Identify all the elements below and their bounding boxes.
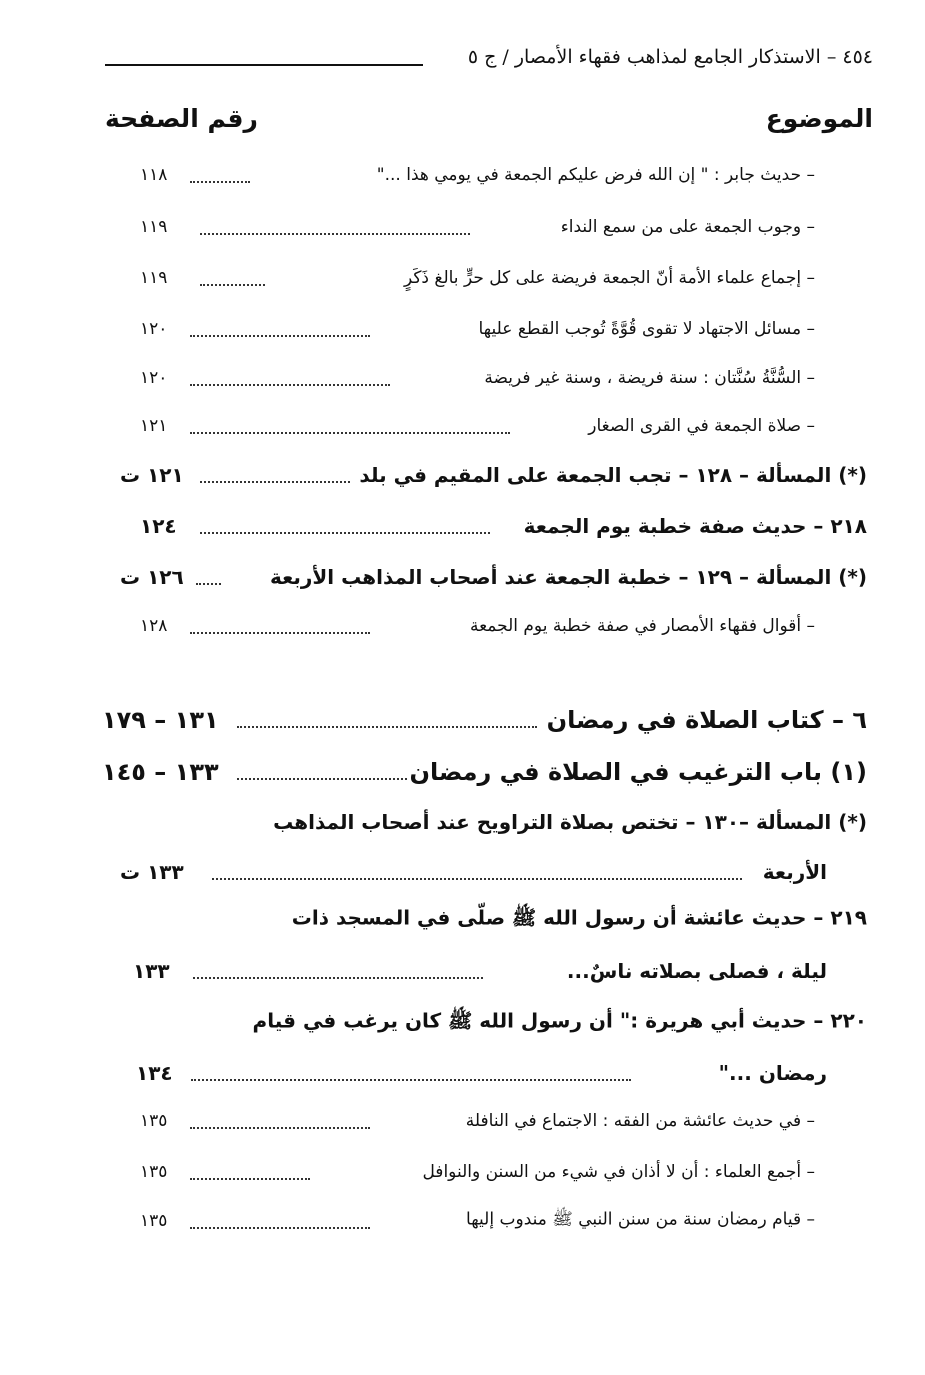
toc-entry xyxy=(140,1201,815,1241)
header-rule xyxy=(105,64,423,66)
toc-entry-title: (*) المسألة – ١٢٨ – تجب الجمعة على المقيم في بلد xyxy=(359,463,867,487)
leader-dots xyxy=(191,1079,631,1081)
toc-entry-title: (*) المسألة – ١٢٩ – خطبة الجمعة عند أصحاب المذاهب الأربعة xyxy=(269,565,867,589)
leader-dots xyxy=(200,532,490,534)
toc-entry-page: ١٢١ xyxy=(140,416,168,436)
toc-entry xyxy=(120,852,827,892)
column-heading-topic: الموضوع xyxy=(765,104,873,133)
toc-entry-title: – حديث جابر : " إن الله فرض عليكم الجمعة في يومي هذا ..." xyxy=(376,165,815,185)
toc-entry-page: ١٣٤ xyxy=(136,1061,173,1085)
toc-entry-page: ١٢١ ت xyxy=(120,463,184,487)
toc-entry-page: ١٢٨ xyxy=(140,616,168,636)
toc-entry xyxy=(140,155,815,195)
toc-entry-page: ١١٨ xyxy=(140,165,168,185)
toc-entry xyxy=(120,455,867,495)
toc-entry-page: ١٢٠ xyxy=(140,319,168,339)
toc-entry xyxy=(140,606,815,646)
leader-dots xyxy=(190,384,390,386)
leader-dots xyxy=(212,878,742,880)
toc-entry-title: ٢١٨ – حديث صفة خطبة يوم الجمعة xyxy=(523,514,867,538)
toc-entry-title: (*) المسألة –١٣٠ – تختص بصلاة التراويح عند أصحاب المذاهب xyxy=(273,810,867,834)
toc-entry-title: ٦ – كتاب الصلاة في رمضان xyxy=(546,706,867,734)
toc-entry-title: – السُّنَّةُ سُنَّتان : سنة فريضة ، وسنة غير فريضة xyxy=(484,368,815,388)
toc-entry-page: ١٢٦ ت xyxy=(120,565,184,589)
toc-entry-title: – مسائل الاجتهاد لا تقوى قُوَّةً تُوجب القطع عليها xyxy=(478,319,815,339)
toc-entry xyxy=(120,1003,867,1043)
leader-dots xyxy=(190,181,250,183)
toc-entry-title: (١) باب الترغيب في الصلاة في رمضان xyxy=(409,758,867,786)
toc-entry-page: ١٣٣ – ١٤٥ xyxy=(102,758,219,786)
toc-entry xyxy=(136,1053,827,1093)
leader-dots xyxy=(237,778,407,780)
toc-entry xyxy=(140,506,867,546)
leader-dots xyxy=(190,1178,310,1180)
toc-entry-page: ١٣٥ xyxy=(140,1111,168,1131)
running-header-title: ٤٥٤ – الاستذكار الجامع لمذاهب فقهاء الأمصار / ج ٥ xyxy=(467,46,873,68)
leader-dots xyxy=(190,432,510,434)
toc-entry xyxy=(140,406,815,446)
toc-entry-title: – وجوب الجمعة على من سمع النداء xyxy=(560,217,815,237)
toc-entry xyxy=(120,802,867,842)
toc-entry xyxy=(140,1152,815,1192)
toc-entry-title: – قيام رمضان سنة من سنن النبي ﷺ مندوب إليها xyxy=(466,1209,815,1230)
toc-entry-page: ١٣٣ ت xyxy=(120,860,184,884)
column-heading-page: رقم الصفحة xyxy=(105,104,258,133)
leader-dots xyxy=(200,284,265,286)
running-header xyxy=(105,46,873,80)
toc-entry xyxy=(133,951,827,991)
toc-entry xyxy=(102,752,867,792)
toc-entry xyxy=(102,700,867,740)
toc-entry-page: ١١٩ xyxy=(140,217,168,237)
leader-dots xyxy=(190,1227,370,1229)
leader-dots xyxy=(200,481,350,483)
toc-entry-page: ١٣٥ xyxy=(140,1162,168,1182)
toc-entry-page: ١٣١ – ١٧٩ xyxy=(102,706,219,734)
leader-dots xyxy=(190,335,370,337)
toc-entry-title: – أجمع العلماء : أن لا أذان في شيء من السنن والنوافل xyxy=(422,1162,815,1182)
leader-dots xyxy=(237,726,537,728)
toc-entry-page: ١١٩ xyxy=(140,268,168,288)
toc-entry-page: ١٣٣ xyxy=(133,959,170,983)
toc-entry-title: ٢١٩ – حديث عائشة أن رسول الله ﷺ صلّى في المسجد ذات xyxy=(291,905,867,930)
toc-entry xyxy=(140,1101,815,1141)
leader-dots xyxy=(196,583,221,585)
toc-entry xyxy=(120,557,867,597)
toc-entry-title: ليلة ، فصلى بصلاته ناسٌ... xyxy=(566,959,827,983)
leader-dots xyxy=(200,233,470,235)
toc-entry-title: – صلاة الجمعة في القرى الصغار xyxy=(588,416,815,436)
toc-entry xyxy=(140,207,815,247)
toc-entry xyxy=(140,358,815,398)
toc-entry-page: ١٢٤ xyxy=(140,514,177,538)
toc-entry-title: ٢٢٠ – حديث أبي هريرة :" أن رسول الله ﷺ كان يرغب في قيام xyxy=(252,1008,867,1033)
toc-entry-page: ١٣٥ xyxy=(140,1211,168,1231)
toc-entry-title: الأربعة xyxy=(762,860,827,884)
toc-entry-title: – إجماع علماء الأمة أنّ الجمعة فريضة على كل حرٍّ بالغ ذَكَرٍ xyxy=(403,268,815,288)
toc-entry-title: – في حديث عائشة من الفقه : الاجتماع في النافلة xyxy=(465,1111,815,1131)
toc-entry-page: ١٢٠ xyxy=(140,368,168,388)
toc-entry-title: – أقوال فقهاء الأمصار في صفة خطبة يوم الجمعة xyxy=(469,616,815,636)
toc-entry-title: رمضان ..." xyxy=(718,1061,827,1085)
toc-entry xyxy=(120,900,867,940)
leader-dots xyxy=(190,1127,370,1129)
toc-entry xyxy=(140,309,815,349)
leader-dots xyxy=(193,977,483,979)
leader-dots xyxy=(190,632,370,634)
toc-entry xyxy=(140,258,815,298)
